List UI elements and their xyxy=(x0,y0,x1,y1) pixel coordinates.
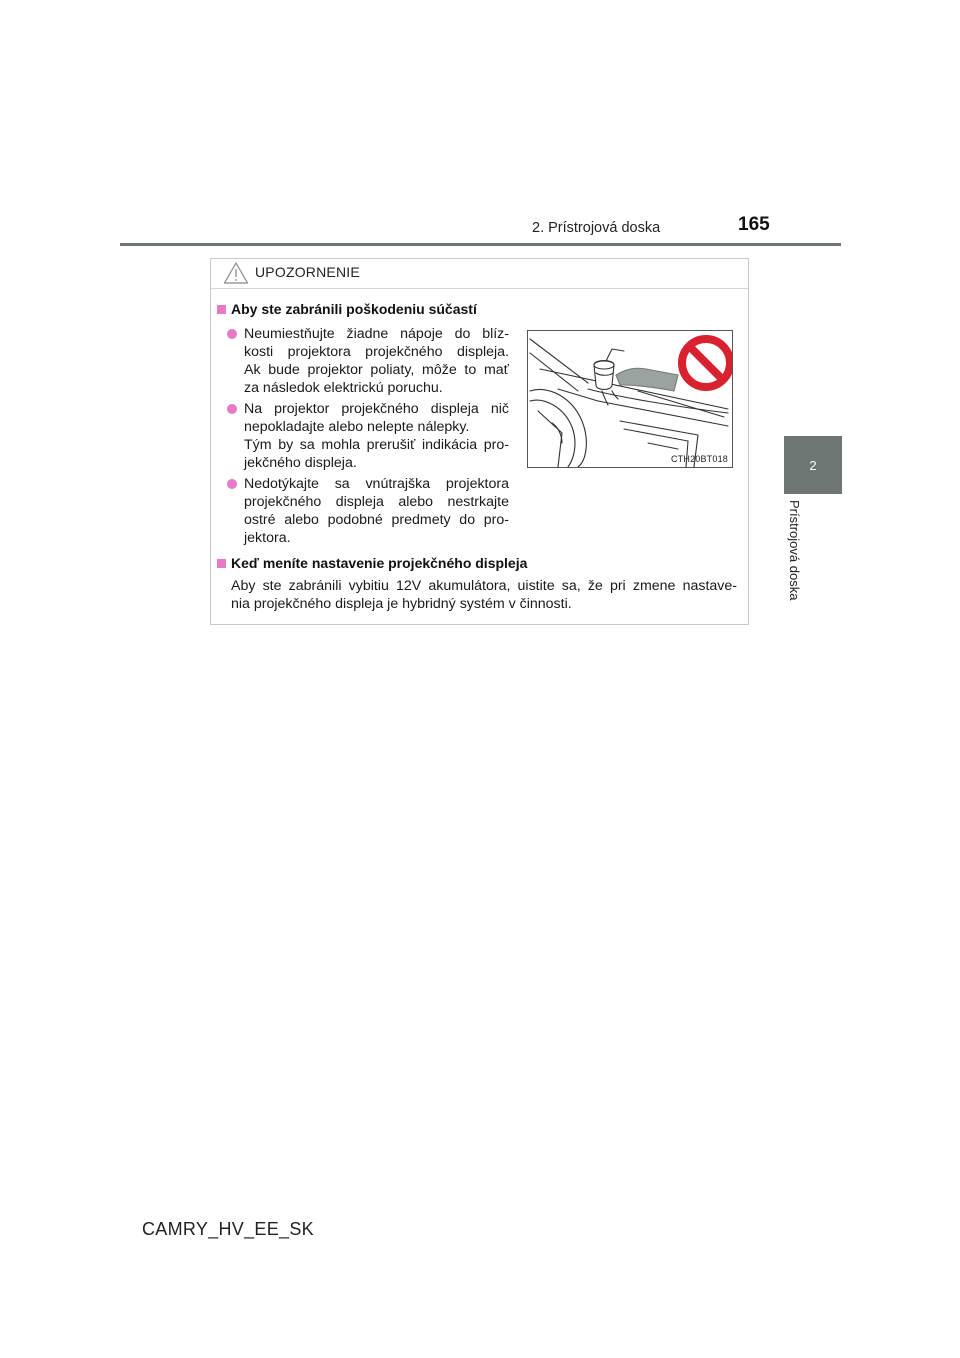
section-heading-settings xyxy=(217,555,527,571)
section-heading-damage-text: Aby ste zabránili poškodeniu súčastí xyxy=(231,301,477,317)
circle-bullet-icon xyxy=(227,404,237,414)
body-line: nia projekčného displeja je hybridný systém v činnosti. xyxy=(231,596,572,612)
bullet-line: kosti projektora projekčného displeja. xyxy=(244,344,509,360)
chapter-tab-number: 2 xyxy=(809,457,817,473)
caution-title: UPOZORNENIE xyxy=(255,264,360,280)
warning-triangle-icon xyxy=(223,261,249,285)
caution-header xyxy=(211,259,748,289)
prohibition-icon xyxy=(682,339,730,387)
circle-bullet-icon xyxy=(227,329,237,339)
list-item xyxy=(225,475,509,547)
bullet-line: nepokladajte alebo nelepte nálepky. xyxy=(244,419,470,435)
dashboard-cup-illustration xyxy=(528,331,732,467)
header-section-title: 2. Prístrojová doska xyxy=(532,220,661,236)
header-divider xyxy=(120,243,841,246)
bullet-list xyxy=(225,325,509,550)
list-item xyxy=(225,400,509,472)
chapter-tab xyxy=(784,436,842,494)
bullet-line: jekčného displeja. xyxy=(244,455,357,471)
section-heading-damage xyxy=(217,301,477,317)
illustration-code: CTH20BT018 xyxy=(670,454,728,464)
bullet-line: ostré alebo podobné predmety do pro- xyxy=(244,512,509,528)
chapter-tab-label: Prístrojová doska xyxy=(787,500,802,601)
bullet-line: Tým by sa mohla prerušiť indikácia pro- xyxy=(244,437,509,453)
footer-document-code: CAMRY_HV_EE_SK xyxy=(142,1219,314,1239)
list-item xyxy=(225,325,509,397)
bullet-line: za následok elektrickú poruchu. xyxy=(244,380,443,396)
square-bullet-icon xyxy=(217,559,226,568)
bullet-line: projekčného displeja alebo nestrkajte xyxy=(244,494,509,510)
square-bullet-icon xyxy=(217,305,226,314)
page-number: 165 xyxy=(738,214,770,235)
section-heading-settings-text: Keď meníte nastavenie projekčného displeja xyxy=(231,555,528,571)
bullet-line: Neumiestňujte žiadne nápoje do blíz- xyxy=(244,326,509,342)
section-body-settings xyxy=(231,577,737,613)
bullet-line: Na projektor projekčného displeja nič xyxy=(244,401,509,417)
bullet-line: Nedotýkajte sa vnútrajška projektora xyxy=(244,476,509,492)
bullet-line: jektora. xyxy=(244,530,291,546)
circle-bullet-icon xyxy=(227,479,237,489)
illustration-drink-near-projector xyxy=(527,330,733,468)
bullet-line: Ak bude projektor poliaty, môže to mať xyxy=(244,362,509,378)
caution-box xyxy=(210,258,749,625)
body-line: Aby ste zabránili vybitiu 12V akumulátora, uistite sa, že pri zmene nastave- xyxy=(231,578,737,594)
